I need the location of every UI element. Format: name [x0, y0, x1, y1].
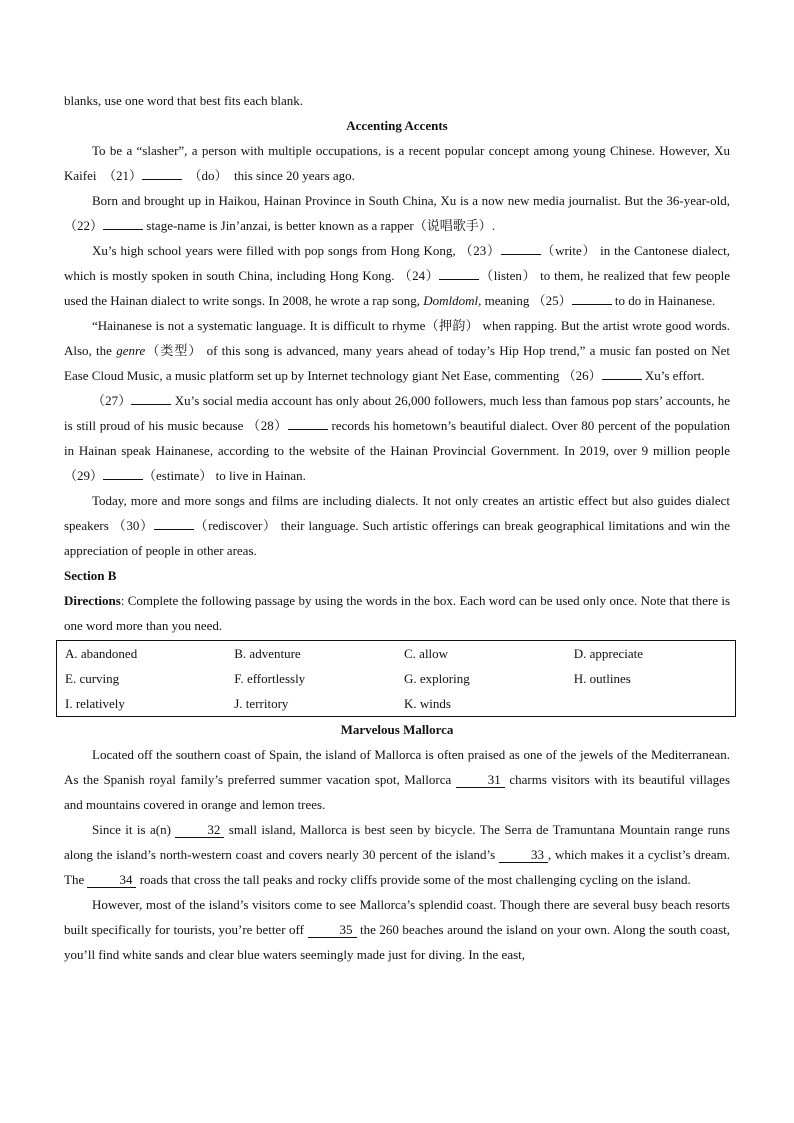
paragraph-b3: However, most of the island’s visitors come to see Mallorca’s splendid coast. Though there are several busy beach resorts built specifically for tourists, you’re better off 35 the 260 beaches around the island on your own. Along the south coast, you’ll find white sands and clear blue waters seemingly made just for diving. In the east, — [64, 897, 731, 962]
answer-blank-25[interactable] — [572, 293, 612, 305]
song-title: Domldoml — [423, 293, 479, 308]
word-option: G. exploring — [404, 671, 470, 686]
paragraph-a4: “Hainanese is not a systematic language. It is difficult to rhyme（押韵） when rapping. But the artist wrote good words. Also, the genre（类型） of this song is advanced, many years ahead of today’s Hip Hop trend,” a music fan posted on Net Ease Cloud Music, a music platform set up by Internet technology giant Net Ease, commenting （26） Xu’s effort. — [64, 318, 730, 383]
word-option: A. abandoned — [65, 646, 138, 661]
directions-label: Directions — [64, 593, 121, 608]
answer-blank-22[interactable] — [103, 218, 143, 230]
word-option: F. effortlessly — [234, 671, 306, 686]
word-option: D. appreciate — [573, 646, 644, 661]
answer-blank-34[interactable]: 34 — [87, 873, 136, 888]
word-option: C. allow — [404, 646, 449, 661]
passage-title-accenting-accents: Accenting Accents — [346, 118, 448, 133]
paragraph-a6: Today, more and more songs and films are including dialects. It not only creates an artistic effect but also guides dialect speakers （30） （rediscover） their language. Such artistic offerings can break geographical limitations and win the appreciation of people in other areas. — [64, 493, 730, 558]
answer-blank-26[interactable] — [602, 368, 642, 380]
answer-blank-28[interactable] — [288, 418, 328, 430]
word-option: H. outlines — [573, 671, 631, 686]
genre-word: genre — [116, 343, 146, 358]
directions: Directions: Complete the following passage by using the words in the box. Each word can be used only once. Note that there is one word more than you need. — [64, 593, 730, 633]
word-option: I. relatively — [65, 696, 125, 711]
word-box — [56, 640, 736, 717]
paragraph-a2: Born and brought up in Haikou, Hainan Province in South China, Xu is a now new media journalist. But the 36-year-old, （22） stage-name is Jin’anzai, is better known as a rapper（说唱歌手）. — [64, 193, 730, 233]
paragraph-a3: Xu’s high school years were filled with pop songs from Hong Kong, （23） （write） in the Cantonese dialect, which is mostly spoken in south China, including Hong Kong. （24） （listen） to them, he realized that few people used the Hainan dialect to write songs. In 2008, he wrote a rap song, Domldoml, meaning （25） to do in Hainanese. — [64, 243, 730, 308]
paragraph-a1: To be a “slasher”, a person with multiple occupations, is a recent popular concept among young Chinese. However, Xu Kaifei （21） （do） this since 20 years ago. — [64, 143, 730, 183]
answer-blank-24[interactable] — [439, 268, 479, 280]
word-option: J. territory — [234, 696, 289, 711]
exam-page — [64, 88, 730, 967]
answer-blank-29[interactable] — [103, 468, 143, 480]
paragraph-b1: Located off the southern coast of Spain, the island of Mallorca is often praised as one of the jewels of the Mediterranean. As the Spanish royal family’s preferred summer vacation spot, Mallorca 31 charms visitors with its beautiful villages and mountains covered in orange and lemon trees. — [64, 747, 731, 812]
answer-blank-27[interactable] — [131, 393, 171, 405]
word-option: B. adventure — [234, 646, 301, 661]
answer-blank-31[interactable]: 31 — [456, 773, 505, 788]
answer-blank-21[interactable] — [142, 168, 182, 180]
word-box-row — [57, 641, 736, 667]
answer-blank-32[interactable]: 32 — [175, 823, 224, 838]
word-box-row — [57, 691, 736, 717]
passage-title-marvelous-mallorca: Marvelous Mallorca — [340, 722, 454, 737]
paragraph-a5: （27） Xu’s social media account has only about 26,000 followers, much less than famous pop stars’ accounts, he is still proud of his music because （28） records his hometown’s beautiful dialect. Over 80 percent of the population in Hainan speak Hainanese, according to the website of the Hainan Provincial Government. In 2019, over 9 million people （29） （estimate） to live in Hainan. — [64, 393, 730, 483]
answer-blank-23[interactable] — [501, 243, 541, 255]
answer-blank-33[interactable]: 33 — [499, 848, 548, 863]
word-option: E. curving — [65, 671, 120, 686]
word-box-row — [57, 666, 736, 691]
answer-blank-30[interactable] — [154, 518, 194, 530]
section-b-heading: Section B — [64, 568, 117, 583]
word-option — [566, 691, 736, 717]
word-option: K. winds — [404, 696, 451, 711]
intro-line: blanks, use one word that best fits each blank. — [64, 93, 303, 108]
answer-blank-35[interactable]: 35 — [308, 923, 357, 938]
paragraph-b2: Since it is a(n) 32 small island, Mallorca is best seen by bicycle. The Serra de Tramuntana Mountain range runs along the island’s north-western coast and covers nearly 30 percent of the island’s 33 , which makes it a cyclist’s dream. The 34 roads that cross the tall peaks and rocky cliffs provide some of the most challenging cycling on the island. — [64, 822, 731, 887]
